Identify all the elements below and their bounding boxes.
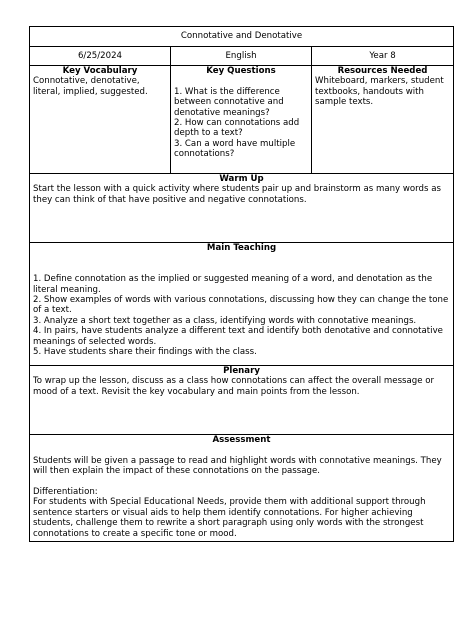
lesson-subject: English	[171, 47, 312, 66]
warm-up-heading: Warm Up	[219, 174, 264, 184]
warm-up-cell	[30, 174, 454, 243]
key-vocabulary-heading: Key Vocabulary	[62, 66, 138, 76]
main-teaching-item: 5. Have students share their findings with the class.	[33, 347, 257, 358]
main-teaching-item: 2. Show examples of words with various connotations, discussing how they can change the tone of a text.	[33, 295, 449, 316]
lesson-title: Connotative and Denotative	[30, 27, 454, 47]
main-teaching-item: 1. Define connotation as the implied or suggested meaning of a word, and denotation as the literal meaning.	[33, 274, 433, 295]
assessment-heading: Assessment	[212, 435, 271, 445]
resources-text: Whiteboard, markers, student textbooks, handouts with sample texts.	[315, 76, 444, 108]
key-questions-heading: Key Questions	[206, 66, 276, 76]
key-vocabulary-cell	[30, 66, 171, 174]
differentiation-text: For students with Special Educational Needs, provide them with additional support through sentence starters or visual aids to help them identify connotations. For higher achieving students, challenge them to rewrite a short paragraph using only words with the strongest connotations to create a specific tone or mood.	[33, 497, 426, 539]
plenary-heading: Plenary	[223, 366, 260, 376]
key-questions-cell	[171, 66, 312, 174]
main-teaching-heading: Main Teaching	[206, 243, 277, 253]
main-teaching-cell	[30, 243, 454, 366]
plenary-text: To wrap up the lesson, discuss as a class how connotations can affect the overall message or mood of a text. Revisit the key vocabulary and main points from the lesson.	[33, 376, 435, 397]
key-vocabulary-text: Connotative, denotative, literal, implied, suggested.	[33, 76, 148, 97]
main-teaching-item: 4. In pairs, have students analyze a different text and identify both denotative and connotative meanings of selected words.	[33, 326, 443, 347]
key-question-item: 3. Can a word have multiple connotations?	[174, 138, 296, 160]
assessment-text: Students will be given a passage to read and highlight words with connotative meanings. They will then explain the impact of these connotations on the passage.	[33, 455, 442, 477]
differentiation-label: Differentiation:	[33, 487, 98, 497]
lesson-date: 6/25/2024	[30, 47, 171, 66]
assessment-cell	[30, 435, 454, 542]
key-question-item: 2. How can connotations add depth to a text?	[174, 118, 300, 139]
lesson-plan-table	[29, 26, 454, 542]
resources-cell	[312, 66, 454, 174]
key-question-item: 1. What is the difference between connotative and denotative meanings?	[174, 86, 284, 118]
main-teaching-item: 3. Analyze a short text together as a class, identifying words with connotative meanings.	[33, 315, 417, 326]
lesson-year: Year 8	[312, 47, 454, 66]
resources-heading: Resources Needed	[337, 66, 428, 76]
plenary-cell	[30, 366, 454, 435]
warm-up-text: Start the lesson with a quick activity where students pair up and brainstorm as many words as they can think of that have positive and negative connotations.	[33, 184, 441, 205]
